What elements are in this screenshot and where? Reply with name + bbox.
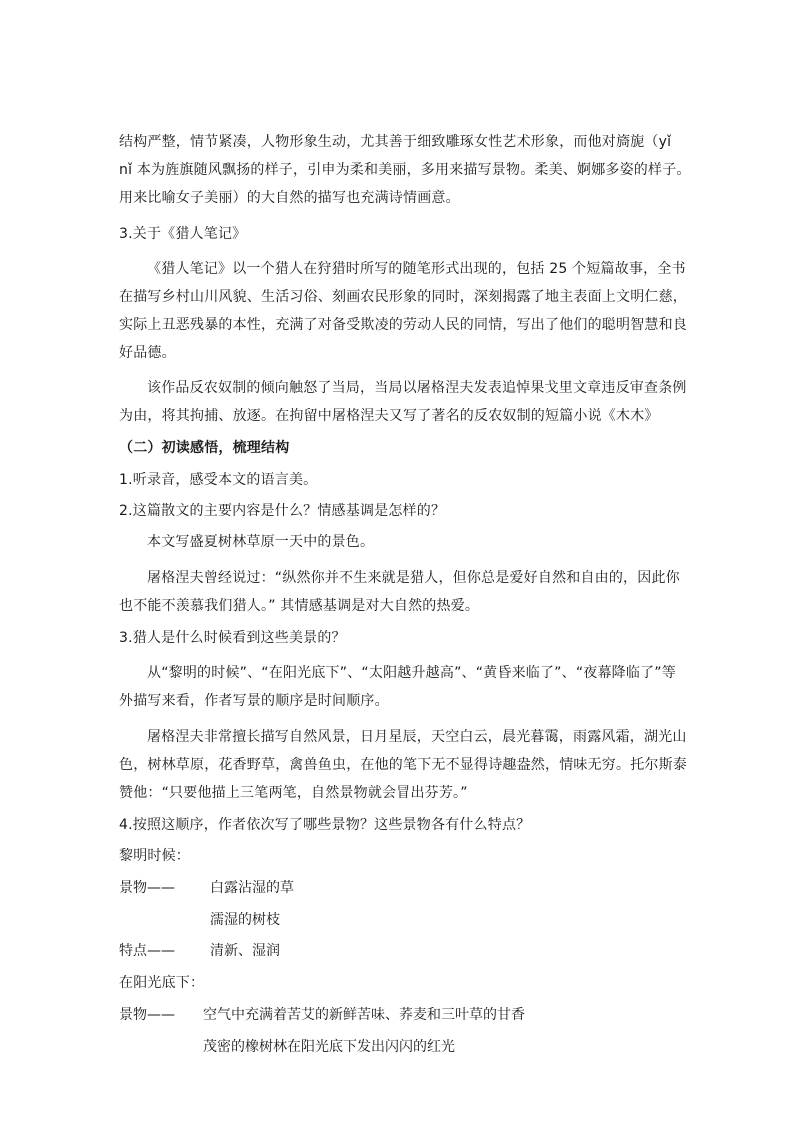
paragraph-line: 从“黎明的时候”、“在阳光底下”、“太阳越升越高”、“黄昏来临了”、“夜幕降临了”等: [147, 665, 676, 681]
paragraph-line: 好品德。: [119, 345, 176, 361]
dawn-scene-item: 濡湿的树枝: [210, 912, 280, 928]
paragraph-line: 实际上丑恶残暴的本性，充满了对备受欺凌的劳动人民的同情，写出了他们的聪明智慧和良: [119, 317, 687, 333]
section-heading: （二）初读感悟，梳理结构: [119, 440, 290, 456]
sunlight-scene-label: 景物——: [119, 1007, 175, 1023]
paragraph-line: 赞他：“只要他描上三笔两笔，自然景物就会冒出芬芳。”: [119, 785, 468, 801]
paragraph-line: 用来比喻女子美丽）的大自然的描写也充满诗情画意。: [119, 190, 460, 206]
paragraph-line: 为由，将其拘捕、放逐。在拘留中屠格涅夫又写了著名的反农奴制的短篇小说《木木》: [119, 408, 659, 424]
paragraph-line: 外描写来看，作者写景的顺序是时间顺序。: [119, 693, 389, 709]
question-line: 3.猎人是什么时候看到这些美景的？: [119, 630, 346, 646]
paragraph-line: 结构严整，情节紧凑，人物形象生动，尤其善于细致雕琢女性艺术形象，而他对旖旎（yǐ: [119, 134, 672, 150]
question-line: 1.听录音，感受本文的语言美。: [119, 472, 318, 488]
paragraph-line: 在描写乡村山川风貌、生活习俗、刻画农民形象的同时，深刻揭露了地主表面上文明仁慈，: [119, 289, 687, 305]
dawn-feature-value: 清新、湿润: [210, 943, 280, 959]
subheading-line: 在阳光底下：: [119, 975, 205, 991]
sunlight-scene-item: 茂密的橡树林在阳光底下发出闪闪的红光: [203, 1039, 455, 1055]
paragraph-line: 也不能不羡慕我们猎人。” 其情感基调是对大自然的热爱。: [119, 598, 480, 614]
answer-line: 本文写盛夏树林草原一天中的景色。: [147, 534, 375, 550]
dawn-feature-label: 特点——: [119, 943, 175, 959]
sunlight-scene-item: 空气中充满着苦艾的新鲜苦味、荞麦和三叶草的甘香: [203, 1007, 525, 1023]
paragraph-line: nǐ 本为旌旗随风飘扬的样子，引申为柔和美丽，多用来描写景物。柔美、婀娜多姿的样子。: [119, 162, 691, 178]
question-line: 2.这篇散文的主要内容是什么？情感基调是怎样的？: [119, 503, 446, 519]
dawn-scene-label: 景物——: [119, 880, 175, 896]
section-heading: 3.关于《猎人笔记》: [119, 226, 247, 242]
question-line: 4.按照这顺序，作者依次写了哪些景物？这些景物各有什么特点？: [119, 817, 531, 833]
paragraph-line: 该作品反农奴制的倾向触怒了当局，当局以屠格涅夫发表追悼果戈里文章违反审查条例: [147, 380, 687, 396]
paragraph-line: 色，树林草原，花香野草，禽兽鱼虫，在他的笔下无不显得诗趣盎然，情味无穷。托尔斯泰: [119, 757, 687, 773]
paragraph-line: 《猎人笔记》以一个猎人在狩猎时所写的随笔形式出现的，包括 25 个短篇故事，全书: [147, 261, 686, 277]
paragraph-line: 屠格涅夫曾经说过：“纵然你并不生来就是猎人，但你总是爱好自然和自由的，因此你: [147, 570, 680, 586]
paragraph-line: 屠格涅夫非常擅长描写自然风景，日月星辰，天空白云，晨光暮霭，雨露风霜，湖光山: [147, 729, 687, 745]
dawn-scene-item: 白露沾湿的草: [210, 880, 294, 896]
subheading-line: 黎明时候：: [119, 848, 190, 864]
